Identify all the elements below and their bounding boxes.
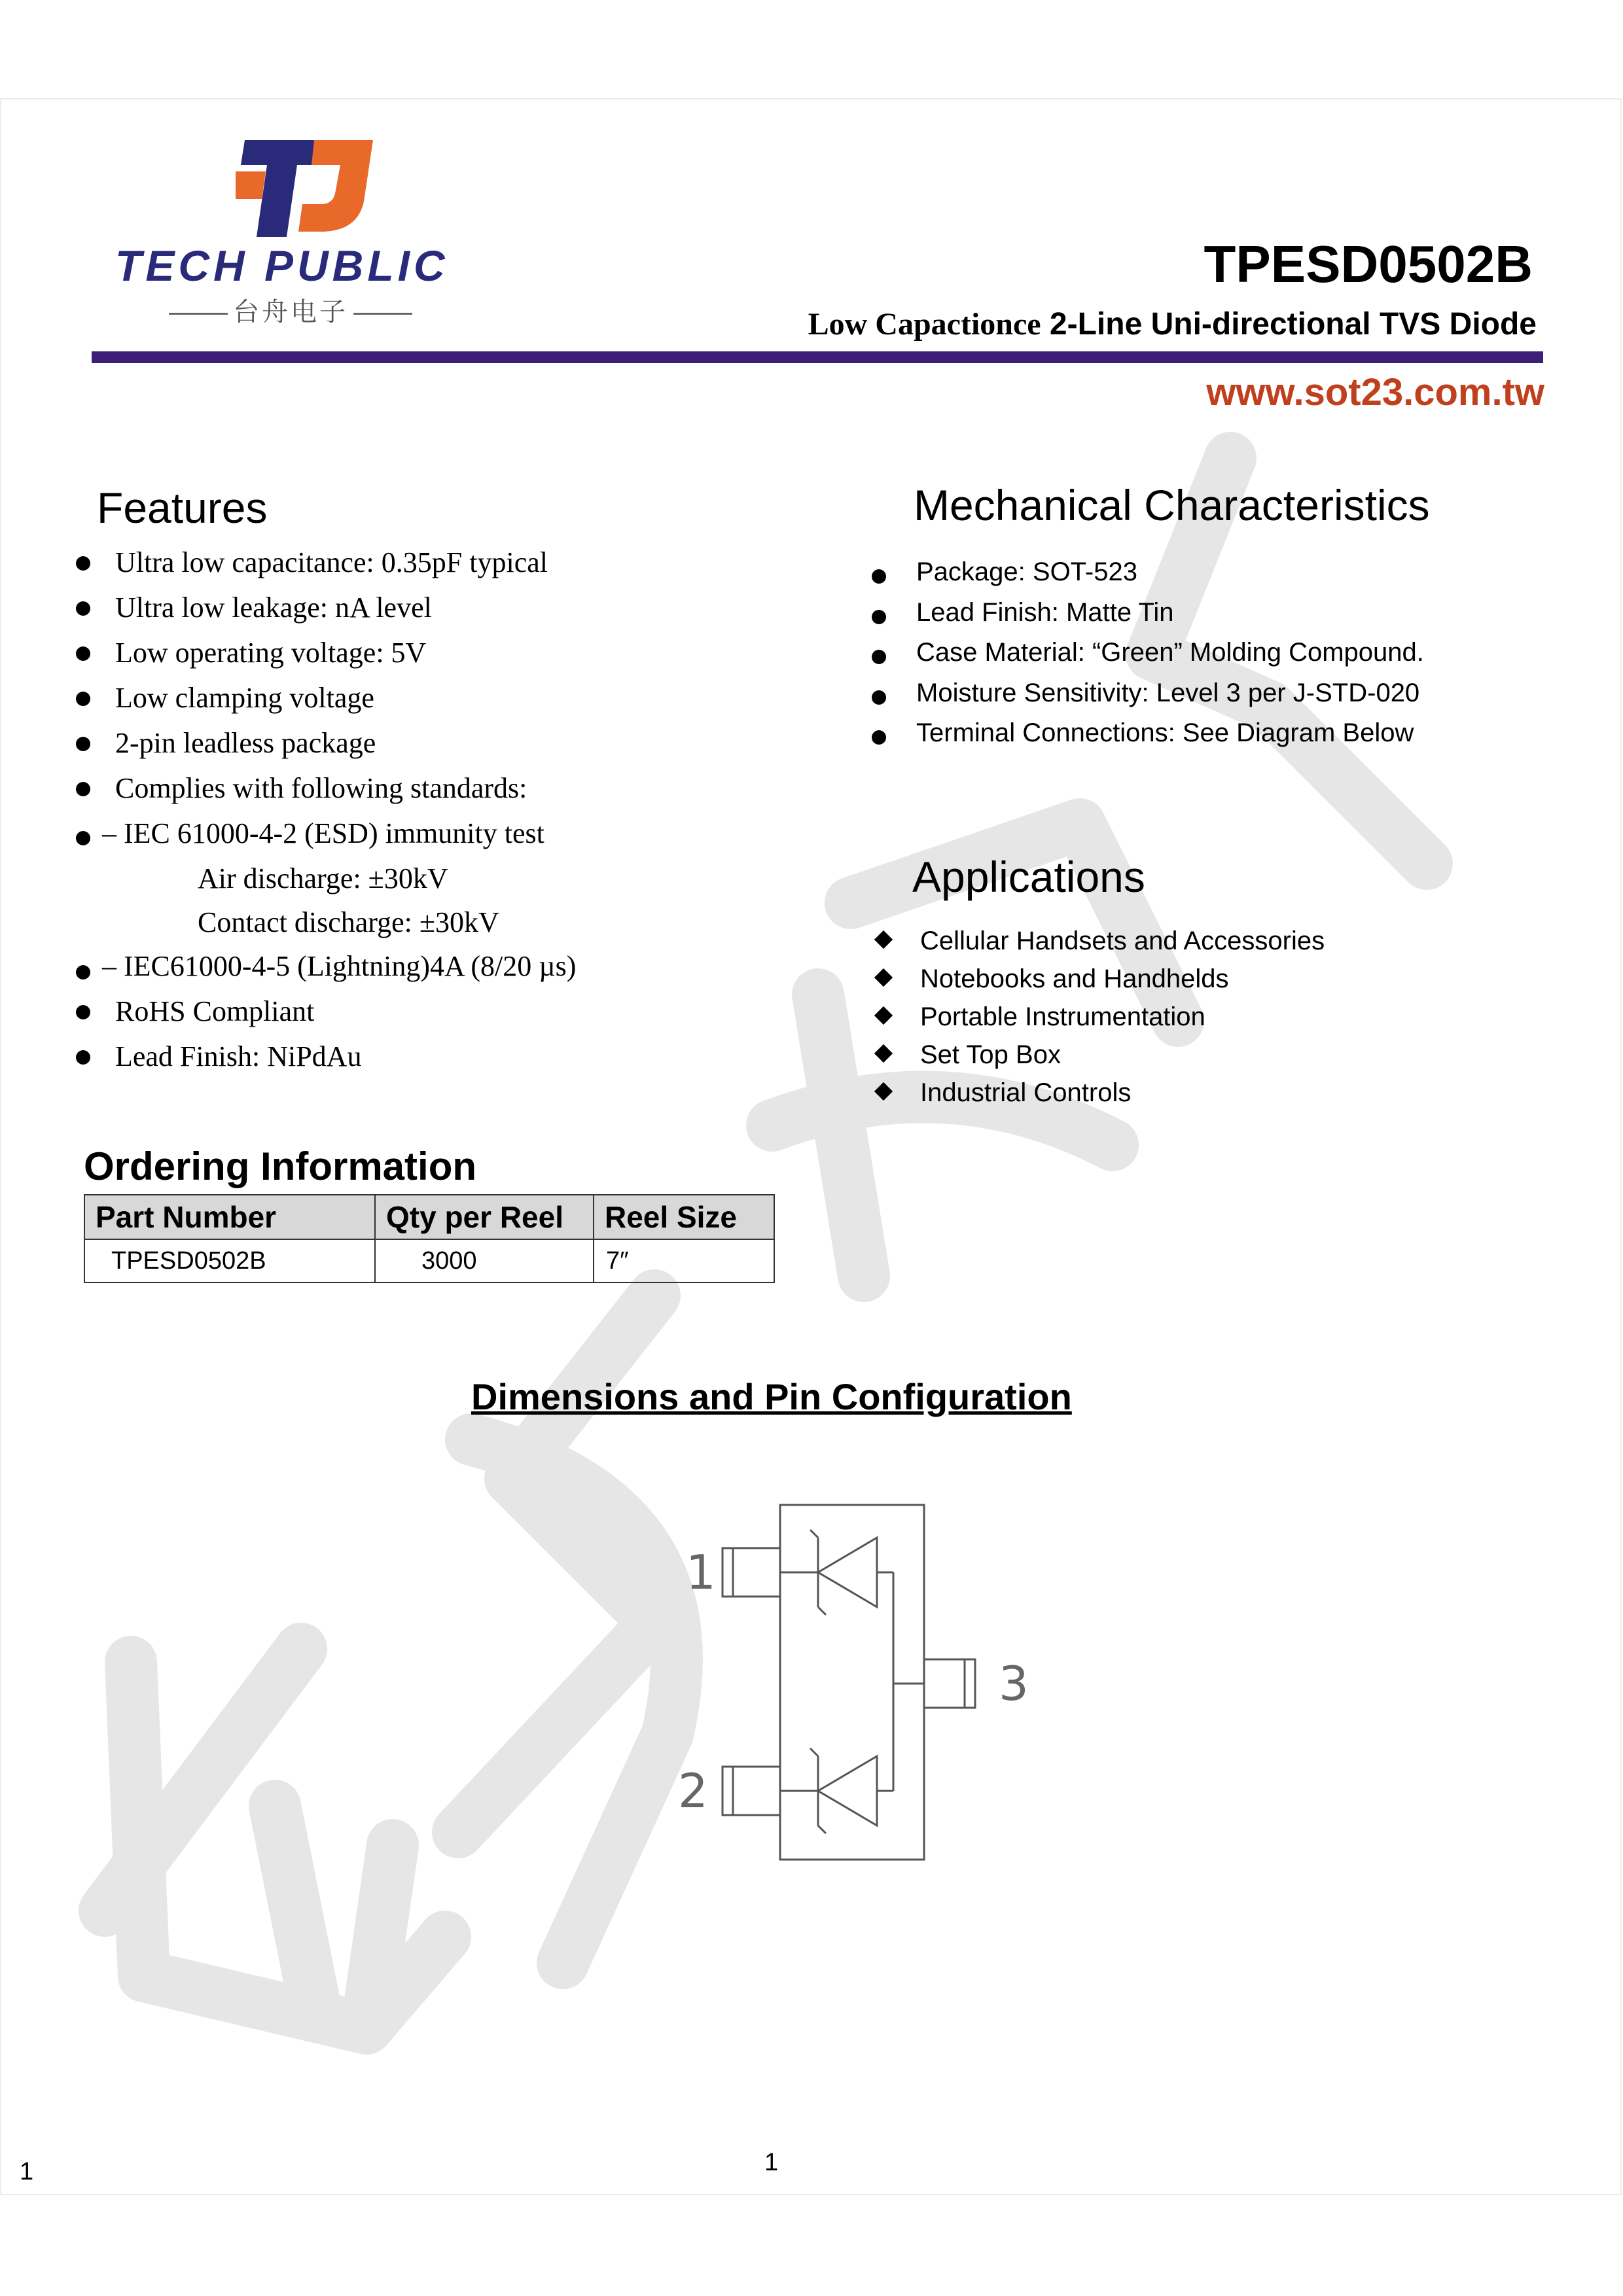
mechanical-heading: Mechanical Characteristics bbox=[914, 481, 1430, 529]
pin-3-label: 3 bbox=[999, 1656, 1029, 1711]
bullet-icon bbox=[76, 831, 90, 845]
list-item: Ultra low leakage: nA level bbox=[76, 588, 576, 633]
applications-heading: Applications bbox=[912, 853, 1145, 901]
website-url[interactable]: www.sot23.com.tw bbox=[1206, 371, 1544, 414]
bullet-icon bbox=[76, 1050, 90, 1065]
mechanical-list bbox=[872, 552, 1424, 754]
bullet-icon bbox=[872, 730, 886, 745]
table-header: Reel Size bbox=[594, 1195, 774, 1239]
pin-2-lead bbox=[722, 1767, 780, 1815]
features-list bbox=[76, 543, 576, 1082]
list-item: Low clamping voltage bbox=[76, 679, 576, 724]
bullet-icon bbox=[872, 650, 886, 664]
ordering-table bbox=[84, 1194, 775, 1283]
diode-2-icon bbox=[818, 1756, 877, 1826]
dimensions-heading: Dimensions and Pin Configuration bbox=[471, 1376, 1072, 1417]
diamond-bullet-icon bbox=[874, 1006, 893, 1025]
list-item: Low operating voltage: 5V bbox=[76, 633, 576, 679]
pin-configuration-diagram bbox=[668, 1492, 1047, 1871]
header-rule bbox=[92, 351, 1543, 363]
ordering-heading: Ordering Information bbox=[84, 1144, 476, 1188]
pin-2-label: 2 bbox=[678, 1763, 708, 1818]
table-row bbox=[84, 1239, 774, 1282]
table-header: Part Number bbox=[84, 1195, 375, 1239]
list-item: – IEC 61000-4-2 (ESD) immunity test bbox=[76, 814, 576, 859]
page-number-center: 1 bbox=[764, 2149, 779, 2176]
company-logo-icon bbox=[236, 139, 373, 237]
pin-3-lead bbox=[924, 1659, 975, 1708]
subtitle-serif: Low Capactionce bbox=[808, 307, 1041, 342]
list-item: Moisture Sensitivity: Level 3 per J-STD-020 bbox=[872, 673, 1424, 714]
table-header-row bbox=[84, 1195, 774, 1239]
subtitle-sans: 2-Line Uni-directional TVS Diode bbox=[1049, 307, 1537, 342]
doc-subtitle bbox=[808, 306, 1537, 342]
table-cell: 3000 bbox=[375, 1239, 594, 1282]
list-item: Industrial Controls bbox=[874, 1074, 1325, 1112]
list-item: Lead Finish: Matte Tin bbox=[872, 593, 1424, 633]
bullet-icon bbox=[76, 692, 90, 706]
pin-1-lead bbox=[722, 1548, 780, 1597]
package-body bbox=[780, 1505, 924, 1860]
table-cell: 7″ bbox=[594, 1239, 774, 1282]
list-item: Portable Instrumentation bbox=[874, 998, 1325, 1036]
bullet-icon bbox=[76, 737, 90, 751]
list-item: – IEC61000-4-5 (Lightning)4A (8/20 µs) bbox=[76, 947, 576, 992]
table-header: Qty per Reel bbox=[375, 1195, 594, 1239]
diamond-bullet-icon bbox=[874, 968, 893, 987]
bullet-icon bbox=[76, 965, 90, 980]
bullet-icon bbox=[872, 690, 886, 705]
applications-list bbox=[874, 923, 1325, 1112]
list-item: Case Material: “Green” Molding Compound. bbox=[872, 633, 1424, 673]
list-item: Ultra low capacitance: 0.35pF typical bbox=[76, 543, 576, 588]
list-item: Notebooks and Handhelds bbox=[874, 961, 1325, 998]
diamond-bullet-icon bbox=[874, 930, 893, 949]
diamond-bullet-icon bbox=[874, 1044, 893, 1063]
bullet-icon bbox=[872, 610, 886, 624]
list-item: Complies with following standards: bbox=[76, 769, 576, 814]
table-cell: TPESD0502B bbox=[84, 1239, 375, 1282]
bullet-icon bbox=[872, 569, 886, 584]
part-number-title: TPESD0502B bbox=[1204, 235, 1533, 293]
list-item: 2-pin leadless package bbox=[76, 724, 576, 769]
list-item: Lead Finish: NiPdAu bbox=[76, 1037, 576, 1082]
bullet-icon bbox=[76, 782, 90, 796]
list-item: Cellular Handsets and Accessories bbox=[874, 923, 1325, 961]
bullet-icon bbox=[76, 1005, 90, 1019]
bullet-icon bbox=[76, 556, 90, 571]
features-heading: Features bbox=[97, 484, 268, 532]
list-item: Terminal Connections: See Diagram Below bbox=[872, 713, 1424, 754]
list-item: Package: SOT-523 bbox=[872, 552, 1424, 593]
diamond-bullet-icon bbox=[874, 1082, 893, 1101]
page-number-left: 1 bbox=[20, 2158, 34, 2185]
list-item: Air discharge: ±30kV bbox=[198, 862, 448, 894]
bullet-icon bbox=[76, 646, 90, 661]
logo-name: TECH PUBLIC bbox=[115, 241, 449, 290]
bullet-icon bbox=[76, 601, 90, 616]
pin-1-label: 1 bbox=[686, 1545, 716, 1600]
list-item: Contact discharge: ±30kV bbox=[198, 906, 499, 938]
list-item: RoHS Compliant bbox=[76, 992, 576, 1037]
diode-1-icon bbox=[818, 1538, 877, 1607]
logo-subtitle: 台舟电子 bbox=[164, 291, 418, 328]
list-item: Set Top Box bbox=[874, 1036, 1325, 1074]
